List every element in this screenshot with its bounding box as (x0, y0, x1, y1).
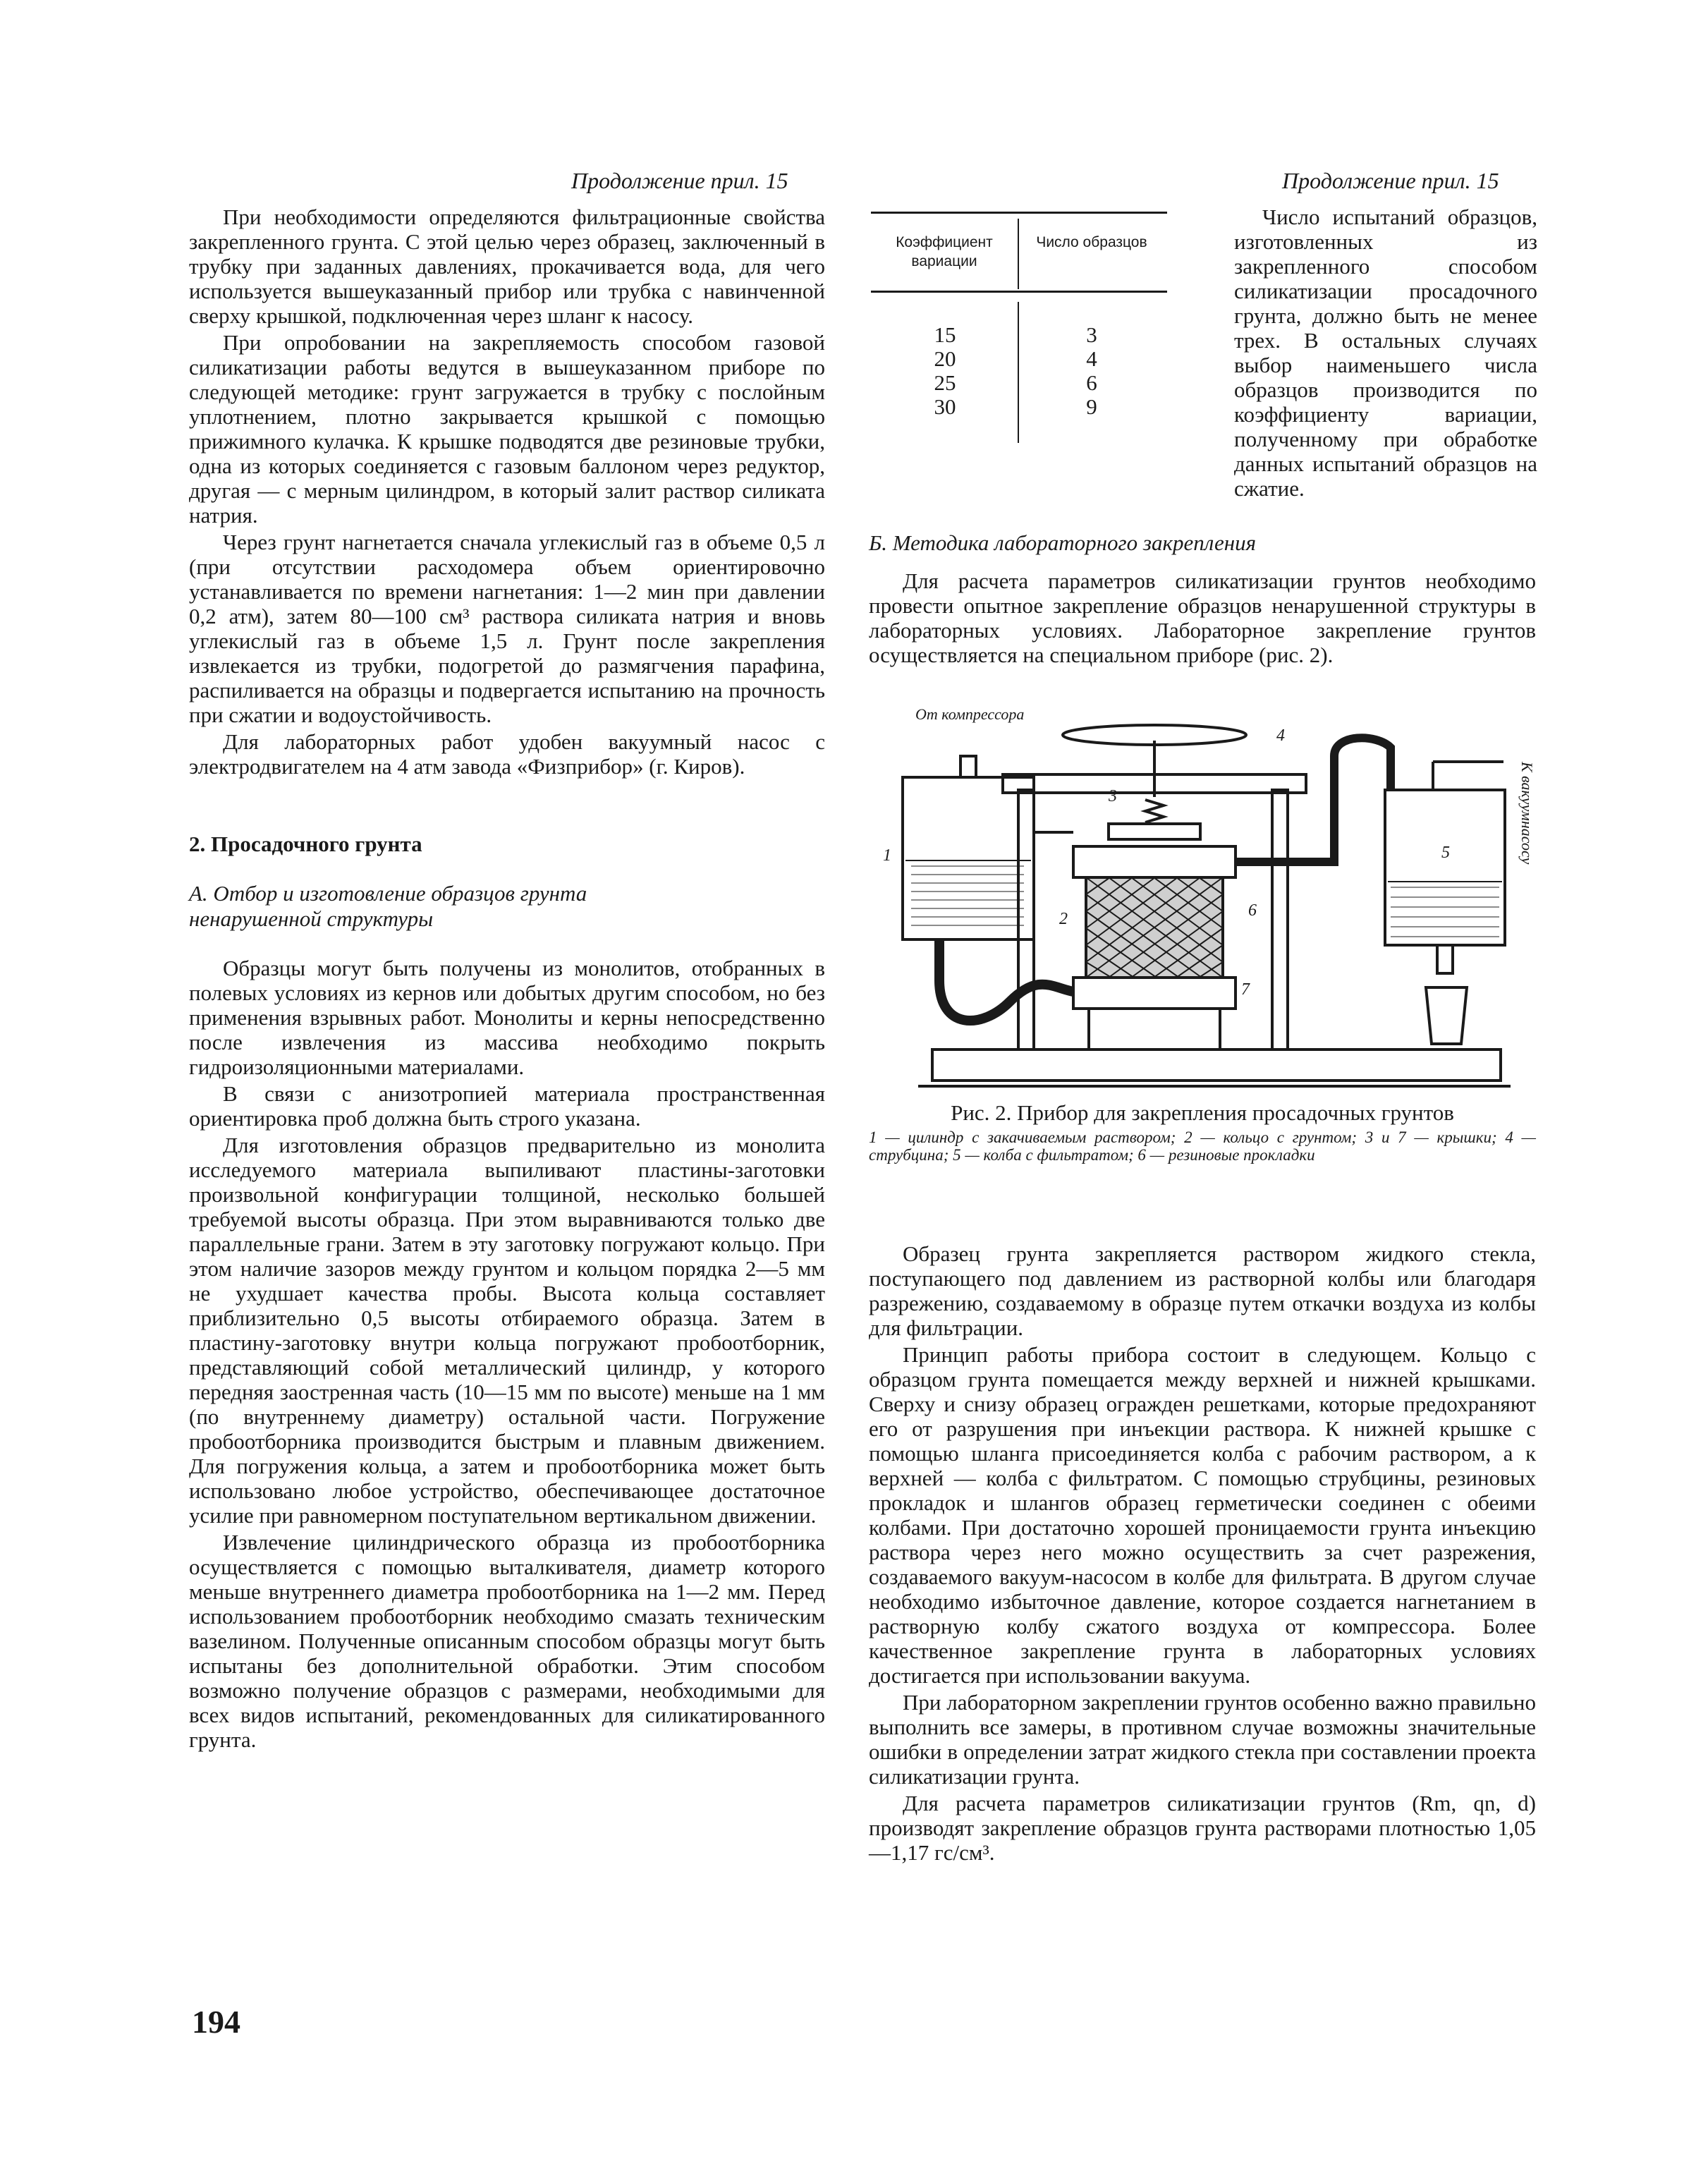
subsection-heading: Б. Методика лабораторного закрепления (869, 530, 1257, 555)
left-column (189, 205, 825, 1754)
table-header-rule (871, 291, 1167, 293)
measuring-glass (1426, 987, 1467, 1044)
clamp-post-right (1272, 790, 1288, 1049)
table-cell: 25 (934, 370, 956, 395)
lower-lid (1073, 978, 1236, 1009)
label-3: 3 (1109, 787, 1117, 805)
running-header-left: Продолжение прил. 15 (571, 168, 788, 193)
table-column-count (1060, 323, 1123, 419)
feed-hose (939, 939, 1073, 1021)
paragraph: Извлечение цилиндрического образца из пробоотборника осуществляется с помощью выталкивателя, диаметр которого меньше внутреннего диаметра пробоотборника на 1—2 мм. Перед использованием пробоотборник необходимо смазать техническим вазелином. Полученные описанным способом образцы могут быть испытаны без дополнительной обработки. Этим способом возможно получение образцов с размерами, необходимыми для всех видов испытаний, рекомендованных для силикатированного грунта. (189, 1530, 825, 1752)
clamp-pressure-plate (1109, 824, 1200, 839)
paragraph: Для лабораторных работ удобен вакуумный насос с электродвигателем на 4 атм завода «Физприбор» (г. Киров). (189, 729, 825, 779)
label-1: 1 (883, 846, 891, 865)
table-cell: 30 (934, 394, 956, 419)
figure-caption: Рис. 2. Прибор для закрепления просадочных грунтов (951, 1100, 1454, 1125)
filtrate-hatch (1391, 887, 1499, 937)
label-6: 6 (1248, 901, 1257, 920)
solution-cylinder (903, 777, 1034, 939)
clamp-post-left (1018, 790, 1034, 1049)
table-header-count: Число образцов (1036, 234, 1147, 250)
table-header-coefficient: Коэффициент вариации (896, 234, 993, 269)
table-divider (1018, 219, 1019, 289)
paragraph: Образец грунта закрепляется раствором жидкого стекла, поступающего под давлением из растворной колбы или благодаря разрежению, создаваемому в образце путем откачки воздуха из колбы для фильтрации. (869, 1241, 1536, 1340)
table-column-coefficient (913, 323, 977, 419)
paragraph: Образцы могут быть получены из монолитов, отобранных в полевых условиях из кернов или добытых другим способом, но без применения взрывных работ. Монолиты и керны непосредственно после извлечения из массива необходимо покрыть гидроизоляционными материалами. (189, 956, 825, 1079)
figure-legend: 1 — цилиндр с закачиваемым раствором; 2 — кольцо с грунтом; 3 и 7 — крышки; 4 — струбцина; 5 — колба с фильтратом; 6 — резиновые прокладки (869, 1128, 1536, 1164)
compressor-inlet (960, 756, 976, 777)
page-number: 194 (192, 2004, 240, 2040)
paragraph: Принцип работы прибора состоит в следующем. Кольцо с образцом грунта помещается между верхней и нижней крышками. Сверху и снизу образец огражден решетками, которые предохраняют его от разрушения при инъекции раствора. К нижней крышке с помощью шланга присоединяется колба с рабочим раствором, а к верхней — колба с фильтратом. С помощью струбцины, резиновых прокладок и шлангов образец герметически соединен с обеими колбами. При достаточно хорошей проницаемости грунта инъекцию раствора через него можно осуществить за счет разрежения, создаваемого вакуум-насосом в колбе для фильтрата. В другом случае необходимо избыточное давление, которое создается нагнетанием в растворную колбу сжатого воздуха от компрессора. Более качественное закрепление грунта в лабораторных условиях достигается при использовании вакуума. (869, 1342, 1536, 1688)
label-7: 7 (1241, 980, 1250, 999)
running-header-right: Продолжение прил. 15 (1282, 168, 1499, 193)
label-vacuum: К вакуумнасосу (1518, 762, 1536, 865)
lower-stand (1089, 1009, 1220, 1049)
table-cell: 9 (1086, 394, 1097, 419)
base-plate (932, 1049, 1501, 1081)
drain-valve (1437, 945, 1453, 973)
paragraph: При опробовании на закрепляемость способом газовой силикатизации работы ведутся в вышеуказанном приборе по следующей методике: грунт загружается в трубку с послойным уплотнением, плотно закрывается крышкой с помощью прижимного кулачка. К крышке подводятся две резиновые трубки, одна из которых соединяется с газовым баллоном через редуктор, другая — с мерным цилиндром, в который залит раствор силиката натрия. (189, 330, 825, 528)
paragraph: Через грунт нагнетается сначала углекислый газ в объеме 0,5 л (при отсутствии расходомера объем ориентировочно устанавливается по времени нагнетания: 1—2 мин при давлении 0,2 атм), затем 80—100 см³ раствора силиката натрия и вновь углекислый газ в объеме 1,5 л. Грунт после закрепления извлекается из трубки, подогретой до размягчения парафина, распиливается на образцы и подвергается испытанию на прочность при сжатии и водоустойчивость. (189, 530, 825, 727)
label-4: 4 (1276, 726, 1285, 745)
table-cell: 6 (1086, 370, 1097, 395)
table-cell: 15 (934, 322, 956, 347)
apparatus-diagram (869, 705, 1536, 1100)
paragraph: Для расчета параметров силикатизации грунтов (Rm, qn, d) производят закрепление образцов грунта растворами плотностью 1,05—1,17 гс/см³. (869, 1791, 1536, 1865)
table-divider (1018, 302, 1019, 443)
label-compressor: От компрессора (915, 705, 1025, 723)
right-column (869, 530, 1536, 669)
paragraph: Для изготовления образцов предварительно из монолита исследуемого материала выпиливают пластины-заготовки произвольной конфигурации толщиной, несколько большей требуемой высоты образца. При этом выравниваются только две параллельные грани. Затем в эту заготовку погружают кольцо. При этом наличие зазоров между грунтом и кольцом порядка 2—5 мм не ухудшает качества пробы. Высота кольца составляет приблизительно 0,5 высоты отбираемого образца. Затем в пластину-заготовку внутри кольца погружают пробоотборник, представляющий собой металлический цилиндр, у которого передняя заостренная часть (10—15 мм по высоте) меньше на 1 мм (по внутреннему диаметру) остальной части. Погружение пробоотборника производится быстрым и плавным движением. Для погружения кольца, а затем и пробоотборника может быть использовано любое устройство, обеспечивающее достаточное усилие при равномерном поступательном вертикальном движении. (189, 1133, 825, 1528)
paragraph: Число испытаний образцов, изготовленных из закрепленного способом силикатизации просадочного грунта, должно быть не менее трех. В остальных случаях выбор наименьшего числа образцов производится по коэффициенту вариации, полученному при обработке данных испытаний образцов на сжатие. (1234, 205, 1537, 501)
outlet-hose (1236, 738, 1391, 862)
figure-caption-block (869, 1100, 1536, 1164)
section-heading: 2. Просадочного грунта (189, 832, 422, 856)
paragraph: В связи с анизотропией материала пространственная ориентировка проб должна быть строго указана. (189, 1081, 825, 1131)
apparatus-figure (869, 705, 1536, 1100)
filtrate-flask (1385, 790, 1505, 945)
paragraph: Для расчета параметров силикатизации грунтов необходимо провести опытное закрепление образцов ненарушенной структуры в лабораторных условиях. Лабораторное закрепление грунтов осуществляется на специальном приборе (рис. 2). (869, 568, 1536, 667)
subsection-heading: А. Отбор и изготовление образцов грунта ненарушенной структуры (189, 881, 587, 931)
paragraph: При лабораторном закреплении грунтов особенно важно правильно выполнить все замеры, в противном случае возможны значительные ошибки в определении затрат жидкого стекла при составлении проекта силикатизации грунта. (869, 1690, 1536, 1789)
clamp-spring (1145, 800, 1164, 822)
right-column-body (869, 1241, 1536, 1867)
label-5: 5 (1441, 844, 1450, 862)
solution-hatch (911, 866, 1024, 925)
table-cell: 20 (934, 346, 956, 371)
label-2: 2 (1059, 910, 1068, 928)
upper-lid (1073, 846, 1236, 877)
table-cell: 4 (1086, 346, 1097, 371)
table-top-rule (871, 212, 1167, 214)
table-side-text (1234, 205, 1537, 503)
paragraph: При необходимости определяются фильтрационные свойства закрепленного грунта. С этой целью через образец, заключенный в трубку при заданных давлениях, прокачивается вода, для чего используется вышеуказанный прибор или трубка с навинченной сверху крышкой, подключенная через шланг к насосу. (189, 205, 825, 328)
table-cell: 3 (1086, 322, 1097, 347)
